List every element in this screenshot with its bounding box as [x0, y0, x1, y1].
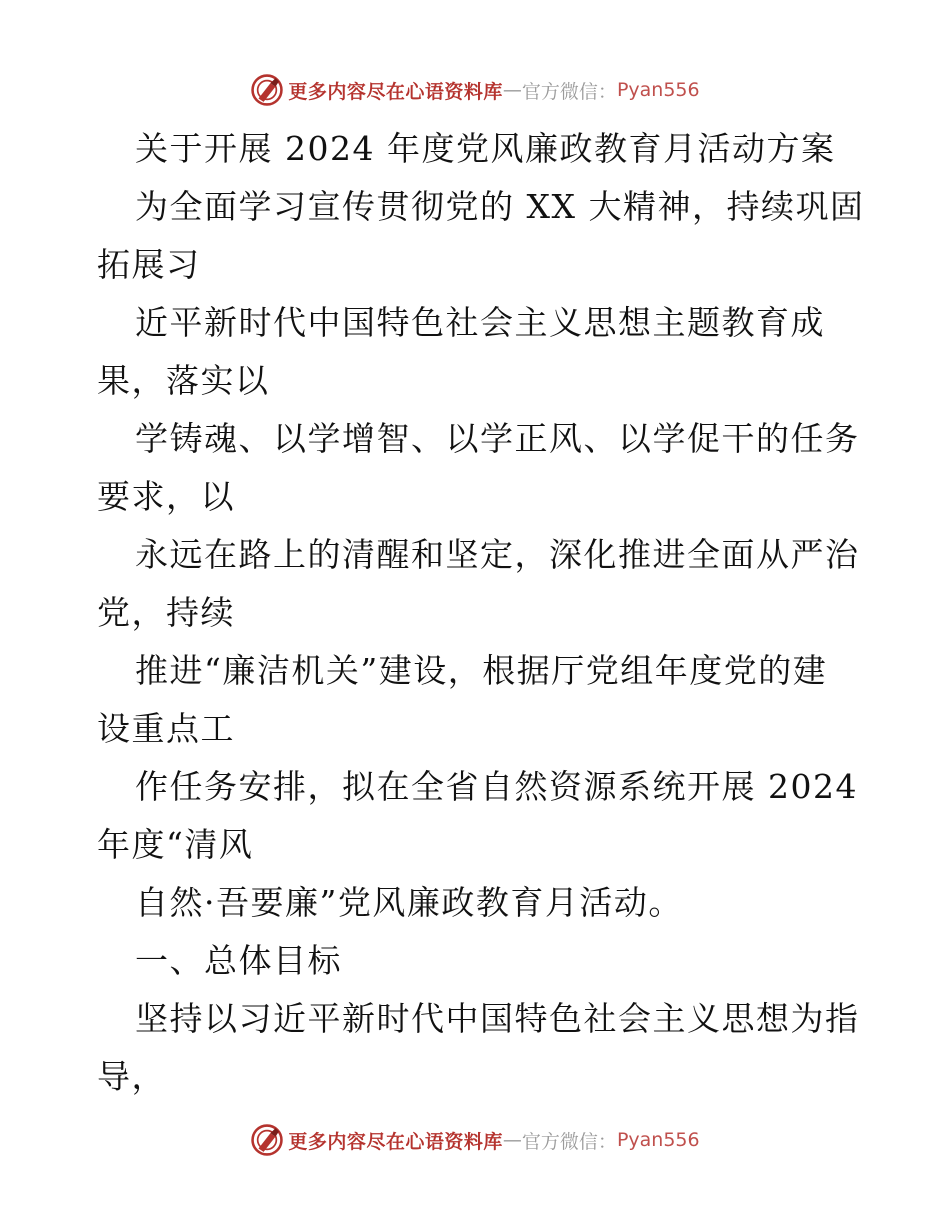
banner-separator: — [502, 1129, 522, 1151]
paragraph-line: 要求，以 [97, 477, 235, 516]
banner-wechat-id: Pyan556 [616, 1129, 700, 1151]
paragraph-line: 学铸魂、以学增智、以学正风、以学促干的任务 [135, 419, 860, 458]
paragraph-line: 为全面学习宣传贯彻党的 XX 大精神，持续巩固 [135, 187, 865, 226]
banner-wechat-label: 官方微信： [521, 80, 617, 103]
paragraph-line: 设重点工 [97, 709, 235, 748]
document-body [97, 120, 865, 1106]
paragraph-line: 党，持续 [97, 593, 235, 632]
pen-nib-logo-icon [250, 73, 284, 107]
paragraph-line: 导， [97, 1057, 166, 1096]
paragraph-line: 年度“清风 [97, 825, 254, 864]
banner-wechat-label: 官方微信： [521, 1130, 617, 1153]
pen-nib-logo-icon [250, 1123, 284, 1157]
document-title: 关于开展 2024 年度党风廉政教育月活动方案 [135, 129, 836, 168]
paragraph-line: 自然·吾要廉”党风廉政教育月活动。 [135, 883, 683, 922]
section-heading: 一、总体目标 [135, 941, 342, 980]
header-banner [0, 70, 950, 110]
paragraph-line: 永远在路上的清醒和坚定，深化推进全面从严治 [135, 535, 860, 574]
paragraph-line: 果，落实以 [97, 361, 270, 400]
footer-banner [0, 1120, 950, 1160]
paragraph-line: 拓展习 [97, 245, 201, 284]
paragraph-line: 作任务安排，拟在全省自然资源系统开展 2024 [135, 767, 858, 806]
banner-separator: — [502, 79, 522, 101]
paragraph-line: 坚持以习近平新时代中国特色社会主义思想为指 [135, 999, 860, 1038]
paragraph-line: 推进“廉洁机关”建设，根据厅党组年度党的建 [135, 651, 828, 690]
banner-wechat-id: Pyan556 [616, 79, 700, 101]
banner-main-text: 更多内容尽在心语资料库 [288, 80, 503, 103]
banner-main-text: 更多内容尽在心语资料库 [288, 1130, 503, 1153]
paragraph-line: 近平新时代中国特色社会主义思想主题教育成 [135, 303, 825, 342]
